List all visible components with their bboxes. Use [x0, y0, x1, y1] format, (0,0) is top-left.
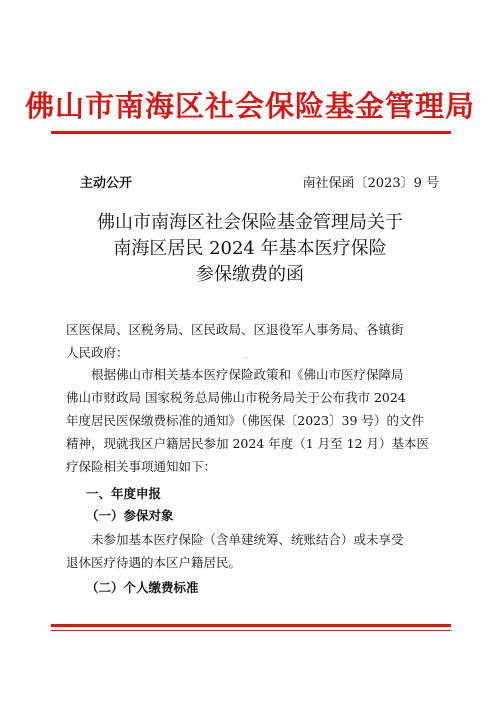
- red-separator-bottom: [51, 624, 451, 627]
- org-header: 佛山市南海区社会保险基金管理局: [24, 89, 475, 123]
- document-title-line-1: 佛山市南海区社会保险基金管理局关于: [97, 212, 403, 233]
- document-title-line-2: 南海区居民 2024 年基本医疗保险: [113, 238, 387, 259]
- paragraph-1-line-2: 佛山市财政局 国家税务总局佛山市税务局关于公布我市 2024: [66, 390, 406, 405]
- paragraph-1-line-4: 精神，现就我区户籍居民参加 2024 年度（1 月至 12 月）基本医: [66, 436, 430, 451]
- paragraph-1-line-5: 疗保险相关事项通知如下：: [66, 459, 217, 474]
- paragraph-2-line-1: 未参加基本医疗保险（含单建统筹、统账结合）或未享受: [91, 532, 404, 547]
- red-separator-top: [51, 131, 451, 134]
- disclosure-label: 主动公开: [80, 176, 133, 191]
- subsection-heading-1: （一）参保对象: [86, 508, 174, 523]
- paragraph-1-line-1: 根据佛山市相关基本医疗保险政策和《佛山市医疗保障局: [91, 367, 404, 382]
- document-number: 南社保函〔2023〕9 号: [302, 176, 439, 191]
- paragraph-1-line-3: 年度居民医保缴费标准的通知》（佛医保〔2023〕39 号）的文件: [66, 413, 424, 428]
- section-heading-1: 一、年度申报: [86, 486, 162, 501]
- document-title-line-3: 参保缴费的函: [196, 264, 304, 285]
- recipients-line-2: 人民政府：: [66, 345, 129, 360]
- red-separator-bottom-thin: [51, 630, 451, 631]
- subsection-heading-2: （二）个人缴费标准: [86, 580, 199, 595]
- recipients-line-1: 区医保局、区税务局、区民政局、区退役军人事务局、各镇街: [66, 322, 404, 337]
- watermark-mark: ⁼: [243, 355, 248, 365]
- paragraph-2-line-2: 退休医疗待遇的本区户籍居民。: [66, 555, 242, 570]
